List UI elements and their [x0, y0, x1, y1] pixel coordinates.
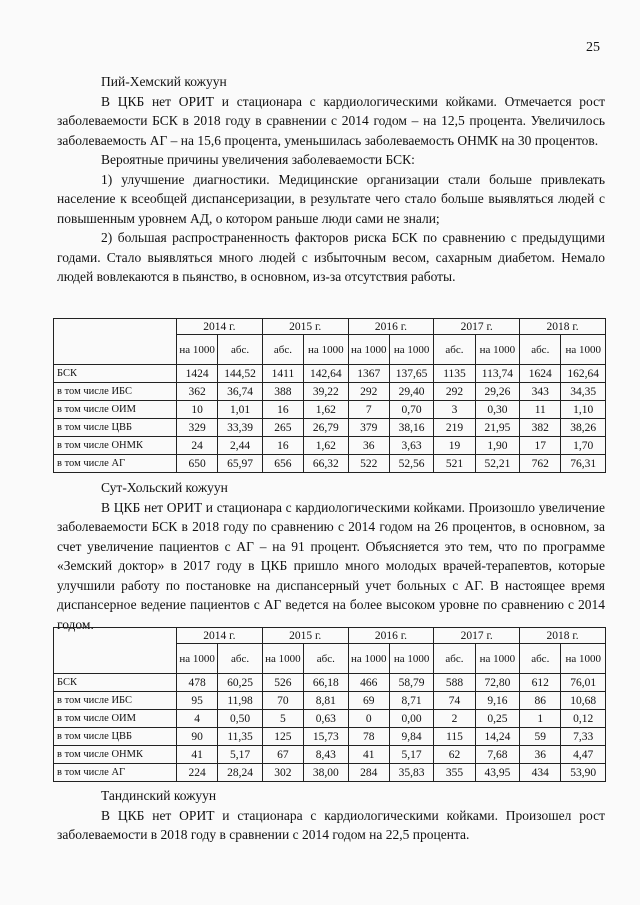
table-cell: 1367	[348, 365, 389, 383]
paragraph: В ЦКБ нет ОРИТ и стационара с кардиологическими койками. Отмечается рост заболеваемости БСК в 2018 году в сравнении с 2014 годом – на 12,5 процента. Увеличилось заболеваемость АГ – на 15,6 процента, уменьшилась заболеваемость ОНМК на 30 процентов.	[57, 93, 605, 148]
table-cell: 5,17	[389, 746, 433, 764]
table-cell: 39,22	[304, 383, 348, 401]
year-header: 2018 г.	[520, 628, 606, 644]
table-cell: 3	[434, 401, 475, 419]
table-cell: 2,44	[218, 437, 262, 455]
table-cell: 15,73	[304, 728, 348, 746]
paragraph: Вероятные причины увеличения заболеваемости БСК:	[101, 152, 415, 167]
table-cell: 10	[176, 401, 217, 419]
table-cell: 1135	[434, 365, 475, 383]
table-cell: 656	[262, 455, 303, 473]
table-cell: 3,63	[389, 437, 433, 455]
paragraph: В ЦКБ нет ОРИТ и стационара с кардиологическими койками. Произошло увеличение заболеваемости БСК в 2018 году по сравнению с 2014 годом на 26 процентов, в основном, за счет увеличение пациентов с АГ – на 91 процент. Объясняется это тем, что по программе «Земский доктор» в 2017 году в ЦКБ пришло много молодых врачей-терапевтов, которые улучшили работу по постановке на диспансерный учет больных с АГ. В настоящее время диспансерное ведение пациентов с АГ ведется на более высоком уровне по сравнению с 2014 годом.	[57, 499, 605, 632]
column-subheader: абс.	[262, 335, 303, 365]
table-cell: 8,43	[304, 746, 348, 764]
column-subheader: на 1000	[561, 335, 606, 365]
table-cell: 66,32	[304, 455, 348, 473]
table-cell: 53,90	[561, 764, 606, 782]
table-cell: 284	[348, 764, 389, 782]
table-cell: 60,25	[218, 674, 262, 692]
column-subheader: на 1000	[176, 335, 217, 365]
table-cell: 78	[348, 728, 389, 746]
table-sut-khol	[53, 627, 606, 782]
table-header-row	[54, 628, 606, 644]
column-subheader: на 1000	[304, 335, 348, 365]
table-cell: 522	[348, 455, 389, 473]
row-label: в том числе ОИМ	[54, 401, 177, 419]
table-cell: 41	[176, 746, 217, 764]
paragraph: В ЦКБ нет ОРИТ и стационара с кардиологическими койками. Произошел рост заболеваемости в 2018 году в сравнении с 2014 годом на 22,5 процента.	[57, 807, 605, 842]
table-cell: 11,35	[218, 728, 262, 746]
table-cell: 8,71	[389, 692, 433, 710]
table-cell: 2	[434, 710, 475, 728]
table-cell: 137,65	[389, 365, 433, 383]
table-cell: 72,80	[475, 674, 519, 692]
table-cell: 33,39	[218, 419, 262, 437]
table-cell: 52,21	[475, 455, 519, 473]
row-label: в том числе ИБС	[54, 692, 177, 710]
table-cell: 0,63	[304, 710, 348, 728]
column-subheader: абс.	[520, 335, 561, 365]
table-cell: 19	[434, 437, 475, 455]
table-cell: 388	[262, 383, 303, 401]
table-cell: 434	[520, 764, 561, 782]
table-cell: 1,62	[304, 401, 348, 419]
table-cell: 36	[348, 437, 389, 455]
column-subheader: на 1000	[348, 335, 389, 365]
table-cell: 144,52	[218, 365, 262, 383]
year-header: 2016 г.	[348, 319, 434, 335]
table-cell: 1,10	[561, 401, 606, 419]
column-subheader: на 1000	[176, 644, 217, 674]
section-tandinsky	[57, 786, 605, 845]
table-cell: 38,00	[304, 764, 348, 782]
table-cell: 59	[520, 728, 561, 746]
year-header: 2015 г.	[262, 319, 348, 335]
column-subheader: абс.	[218, 644, 262, 674]
table-cell: 29,26	[475, 383, 519, 401]
table-cell: 113,74	[475, 365, 519, 383]
table-cell: 762	[520, 455, 561, 473]
row-label: в том числе ЦВБ	[54, 419, 177, 437]
column-subheader: на 1000	[389, 335, 433, 365]
table-cell: 16	[262, 401, 303, 419]
table-cell: 0,50	[218, 710, 262, 728]
table-cell: 1,01	[218, 401, 262, 419]
table-cell: 36	[520, 746, 561, 764]
table-row	[54, 365, 606, 383]
column-subheader: на 1000	[475, 644, 519, 674]
table-row	[54, 692, 606, 710]
table-cell: 0,70	[389, 401, 433, 419]
table-cell: 0,30	[475, 401, 519, 419]
table-row	[54, 710, 606, 728]
column-subheader: на 1000	[262, 644, 303, 674]
table-cell: 4	[176, 710, 217, 728]
table-cell: 7,68	[475, 746, 519, 764]
table-row	[54, 746, 606, 764]
year-header: 2014 г.	[176, 628, 262, 644]
table-cell: 5,17	[218, 746, 262, 764]
row-label: в том числе ОНМК	[54, 746, 177, 764]
year-header: 2018 г.	[520, 319, 606, 335]
table-cell: 36,74	[218, 383, 262, 401]
table-cell: 16	[262, 437, 303, 455]
section-sut-khol	[57, 478, 605, 634]
table-cell: 66,18	[304, 674, 348, 692]
table-corner-cell	[54, 628, 177, 674]
page-number: 25	[586, 40, 600, 55]
table-row	[54, 764, 606, 782]
table-cell: 224	[176, 764, 217, 782]
table-cell: 1424	[176, 365, 217, 383]
table-cell: 76,01	[561, 674, 606, 692]
row-label: в том числе АГ	[54, 455, 177, 473]
section-pii-khem	[57, 72, 605, 287]
table-row	[54, 455, 606, 473]
table-cell: 302	[262, 764, 303, 782]
table-cell: 162,64	[561, 365, 606, 383]
table-cell: 38,26	[561, 419, 606, 437]
table-cell: 34,35	[561, 383, 606, 401]
section-heading: Сут-Хольский кожуун	[101, 480, 228, 495]
table-cell: 1,90	[475, 437, 519, 455]
table-cell: 52,56	[389, 455, 433, 473]
table-cell: 70	[262, 692, 303, 710]
column-subheader: на 1000	[561, 644, 606, 674]
table-cell: 355	[434, 764, 475, 782]
table-cell: 343	[520, 383, 561, 401]
table-header-row	[54, 319, 606, 335]
year-header: 2017 г.	[434, 628, 520, 644]
table-cell: 0	[348, 710, 389, 728]
table-cell: 0,12	[561, 710, 606, 728]
table-cell: 466	[348, 674, 389, 692]
column-subheader: на 1000	[475, 335, 519, 365]
table-cell: 521	[434, 455, 475, 473]
table-cell: 1,62	[304, 437, 348, 455]
table-cell: 478	[176, 674, 217, 692]
table-cell: 5	[262, 710, 303, 728]
table-cell: 26,79	[304, 419, 348, 437]
table-cell: 17	[520, 437, 561, 455]
table-row	[54, 437, 606, 455]
table-cell: 28,24	[218, 764, 262, 782]
table-cell: 35,83	[389, 764, 433, 782]
table-cell: 86	[520, 692, 561, 710]
table-cell: 10,68	[561, 692, 606, 710]
table-cell: 588	[434, 674, 475, 692]
table-cell: 7,33	[561, 728, 606, 746]
table-pii-khem	[53, 318, 606, 473]
column-subheader: на 1000	[389, 644, 433, 674]
table-cell: 292	[434, 383, 475, 401]
table-cell: 219	[434, 419, 475, 437]
table-cell: 43,95	[475, 764, 519, 782]
section-heading: Тандинский кожуун	[101, 788, 217, 803]
row-label: в том числе ИБС	[54, 383, 177, 401]
table-cell: 65,97	[218, 455, 262, 473]
table-cell: 115	[434, 728, 475, 746]
table-cell: 650	[176, 455, 217, 473]
row-label: в том числе ОНМК	[54, 437, 177, 455]
table-cell: 329	[176, 419, 217, 437]
table-cell: 24	[176, 437, 217, 455]
row-label: в том числе ОИМ	[54, 710, 177, 728]
table-cell: 11	[520, 401, 561, 419]
column-subheader: абс.	[304, 644, 348, 674]
column-subheader: абс.	[434, 644, 475, 674]
table-cell: 41	[348, 746, 389, 764]
year-header: 2016 г.	[348, 628, 434, 644]
table-cell: 1	[520, 710, 561, 728]
table-cell: 9,16	[475, 692, 519, 710]
table-corner-cell	[54, 319, 177, 365]
table-row	[54, 419, 606, 437]
table-cell: 8,81	[304, 692, 348, 710]
paragraph: 1) улучшение диагностики. Медицинские организации стали больше привлекать население к всеобщей диспансеризации, в результате чего стало больше выявляться людей с повышенным уровнем АД, о котором раньше люди сами не знали;	[57, 171, 605, 226]
column-subheader: абс.	[520, 644, 561, 674]
table-row	[54, 401, 606, 419]
table-cell: 362	[176, 383, 217, 401]
table-cell: 74	[434, 692, 475, 710]
table-cell: 67	[262, 746, 303, 764]
row-label: БСК	[54, 365, 177, 383]
table-cell: 0,25	[475, 710, 519, 728]
table-cell: 69	[348, 692, 389, 710]
table-cell: 292	[348, 383, 389, 401]
year-header: 2015 г.	[262, 628, 348, 644]
table-cell: 62	[434, 746, 475, 764]
table-cell: 142,64	[304, 365, 348, 383]
table-cell: 90	[176, 728, 217, 746]
table-cell: 9,84	[389, 728, 433, 746]
table-cell: 0,00	[389, 710, 433, 728]
table-cell: 7	[348, 401, 389, 419]
table-cell: 76,31	[561, 455, 606, 473]
table-cell: 4,47	[561, 746, 606, 764]
row-label: БСК	[54, 674, 177, 692]
section-heading: Пий-Хемский кожуун	[101, 74, 227, 89]
column-subheader: на 1000	[348, 644, 389, 674]
table-cell: 1624	[520, 365, 561, 383]
table-cell: 382	[520, 419, 561, 437]
year-header: 2017 г.	[434, 319, 520, 335]
table-cell: 1,70	[561, 437, 606, 455]
table-cell: 379	[348, 419, 389, 437]
table-row	[54, 383, 606, 401]
paragraph: 2) большая распространенность факторов риска БСК по сравнению с предыдущими годами. Стало выявляться много людей с избыточным весом, сахарным диабетом. Немало людей вовлекаются в пьянство, в основном, из-за отсутствия работы.	[57, 230, 605, 284]
table-cell: 612	[520, 674, 561, 692]
table-cell: 526	[262, 674, 303, 692]
row-label: в том числе АГ	[54, 764, 177, 782]
table-cell: 11,98	[218, 692, 262, 710]
table-cell: 265	[262, 419, 303, 437]
row-label: в том числе ЦВБ	[54, 728, 177, 746]
table-cell: 125	[262, 728, 303, 746]
table-cell: 29,40	[389, 383, 433, 401]
table-cell: 1411	[262, 365, 303, 383]
year-header: 2014 г.	[176, 319, 262, 335]
table-row	[54, 674, 606, 692]
table-cell: 21,95	[475, 419, 519, 437]
table-cell: 58,79	[389, 674, 433, 692]
table-cell: 95	[176, 692, 217, 710]
table-cell: 14,24	[475, 728, 519, 746]
column-subheader: абс.	[218, 335, 262, 365]
table-cell: 38,16	[389, 419, 433, 437]
column-subheader: абс.	[434, 335, 475, 365]
table-row	[54, 728, 606, 746]
